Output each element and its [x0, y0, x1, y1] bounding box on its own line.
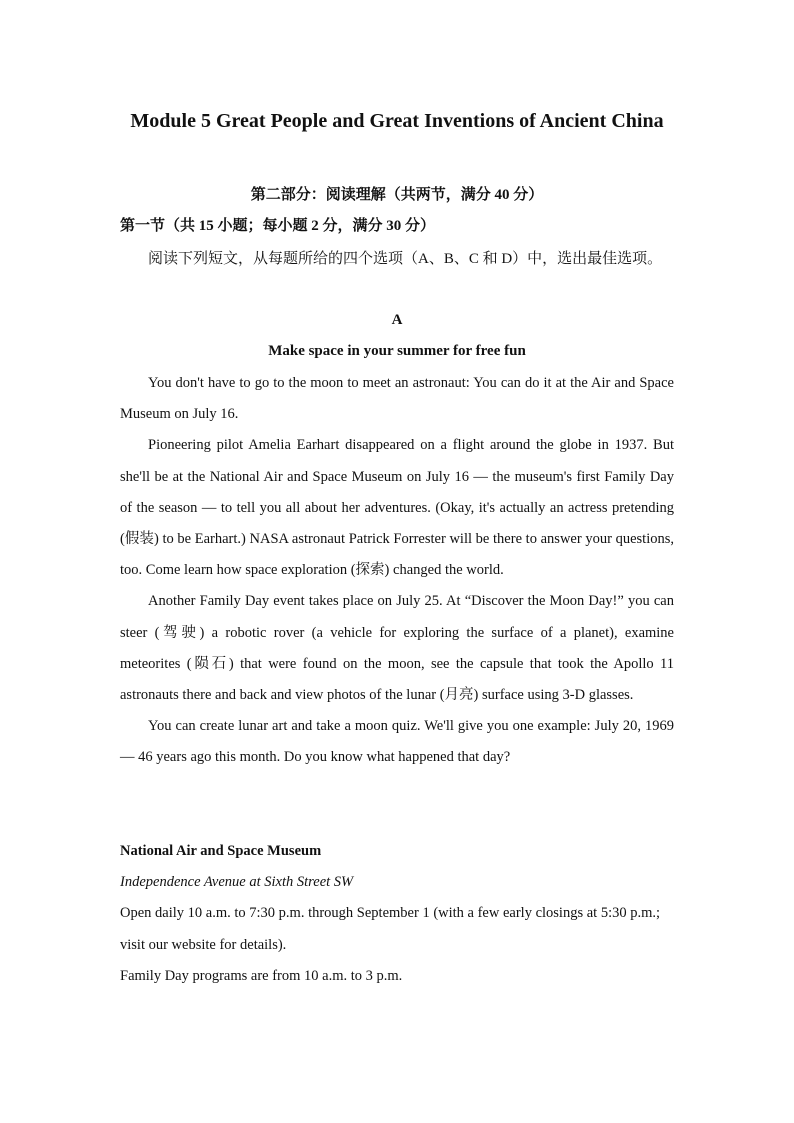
museum-info: [120, 836, 674, 992]
passage-paragraph: You don't have to go to the moon to meet an astronaut: You can do it at the Air and Space Museum on July 16.: [120, 375, 674, 423]
passage-paragraph: You can create lunar art and take a moon quiz. We'll give you one example: July 20, 1969 — 46 years ago this month. Do you know what happened that day?: [120, 718, 674, 766]
section-heading: 第二部分：阅读理解（共两节，满分 40 分）: [250, 187, 544, 203]
passage-body: [120, 368, 674, 774]
page-title: Module 5 Great People and Great Inventions of Ancient China: [130, 110, 664, 132]
passage-paragraph: Another Family Day event takes place on July 25. At “Discover the Moon Day!” you can steer (驾驶) a robotic rover (a vehicle for exploring the surface of a planet), examine meteorites (陨石) that were found on the moon, see the capsule that took the Apollo 11 astronauts there and back and view photos of the lunar (月亮) surface using 3-D glasses.: [120, 593, 674, 704]
instructions-text: 阅读下列短文，从每题所给的四个选项（A、B、C 和 D）中，选出最佳选项。: [148, 251, 663, 267]
museum-hours: Open daily 10 a.m. to 7:30 p.m. through September 1 (with a few early closings at 5:30 p.m.; visit our website for details).: [120, 905, 661, 953]
passage-title: Make space in your summer for free fun: [268, 343, 526, 359]
museum-address: Independence Avenue at Sixth Street SW: [120, 874, 354, 891]
passage-label: A: [391, 312, 403, 328]
subsection-heading: 第一节（共 15 小题；每小题 2 分，满分 30 分）: [120, 218, 436, 234]
passage-paragraph: Pioneering pilot Amelia Earhart disappeared on a flight around the globe in 1937. But she'll be at the National Air and Space Museum on July 16 — the museum's first Family Day of the season — to tell you all about her adventures. (Okay, it's actually an actress pretending (假装) to be Earhart.) NASA astronaut Patrick Forrester will be there to answer your questions, too. Come learn how space exploration (探索) changed the world.: [120, 437, 674, 579]
museum-name: National Air and Space Museum: [120, 843, 322, 859]
family-day-hours: Family Day programs are from 10 a.m. to 3 p.m.: [120, 967, 403, 984]
